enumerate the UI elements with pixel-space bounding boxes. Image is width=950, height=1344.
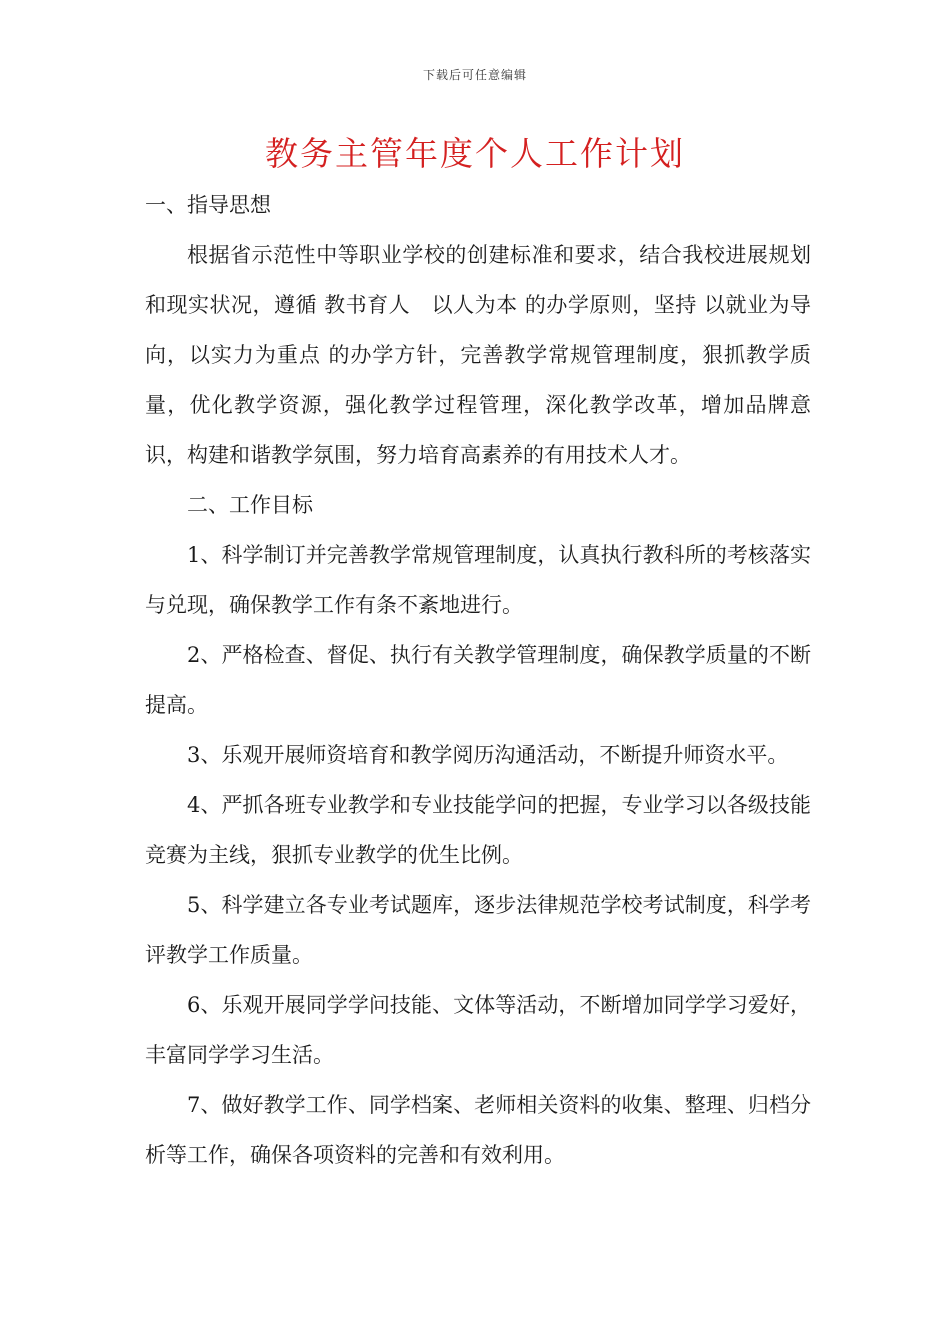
list-item-goal-3: 3、乐观开展师资培育和教学阅历沟通活动，不断提升师资水平。 bbox=[187, 743, 789, 767]
document-title: 教务主管年度个人工作计划 bbox=[265, 134, 685, 173]
document-body bbox=[145, 180, 811, 1180]
section-heading-work-goals: 二、工作目标 bbox=[187, 493, 313, 517]
list-item-goal-4: 4、严抓各班专业教学和专业技能学问的把握，专业学习以各级技能竞赛为主线，狠抓专业教学的优生比例。 bbox=[145, 793, 811, 867]
list-item-goal-7: 7、做好教学工作、同学档案、老师相关资料的收集、整理、归档分析等工作，确保各项资料的完善和有效利用。 bbox=[145, 1093, 811, 1167]
list-item-goal-1: 1、科学制订并完善教学常规管理制度，认真执行教科所的考核落实与兑现，确保教学工作有条不紊地进行。 bbox=[145, 543, 811, 617]
list-item-goal-2: 2、严格检查、督促、执行有关教学管理制度，确保教学质量的不断提高。 bbox=[145, 643, 811, 717]
header-note: 下载后可任意编辑 bbox=[422, 68, 527, 82]
section-heading-guiding-ideology: 一、指导思想 bbox=[145, 193, 271, 217]
list-item-goal-5: 5、科学建立各专业考试题库，逐步法律规范学校考试制度，科学考评教学工作质量。 bbox=[145, 893, 811, 967]
list-item-goal-6: 6、乐观开展同学学问技能、文体等活动，不断增加同学学习爱好，丰富同学学习生活。 bbox=[145, 993, 811, 1067]
paragraph-guiding-ideology: 根据省示范性中等职业学校的创建标准和要求，结合我校进展规划和现实状况，遵循 教书育人 以人为本 的办学原则，坚持 以就业为导向，以实力为重点 的办学方针，完善教学常规管理制度，狠抓教学质量，优化教学资源，强化教学过程管理，深化教学改革，增加品牌意识，构建和谐教学氛围，努力培育高素养的有用技术人才。 bbox=[145, 243, 811, 467]
